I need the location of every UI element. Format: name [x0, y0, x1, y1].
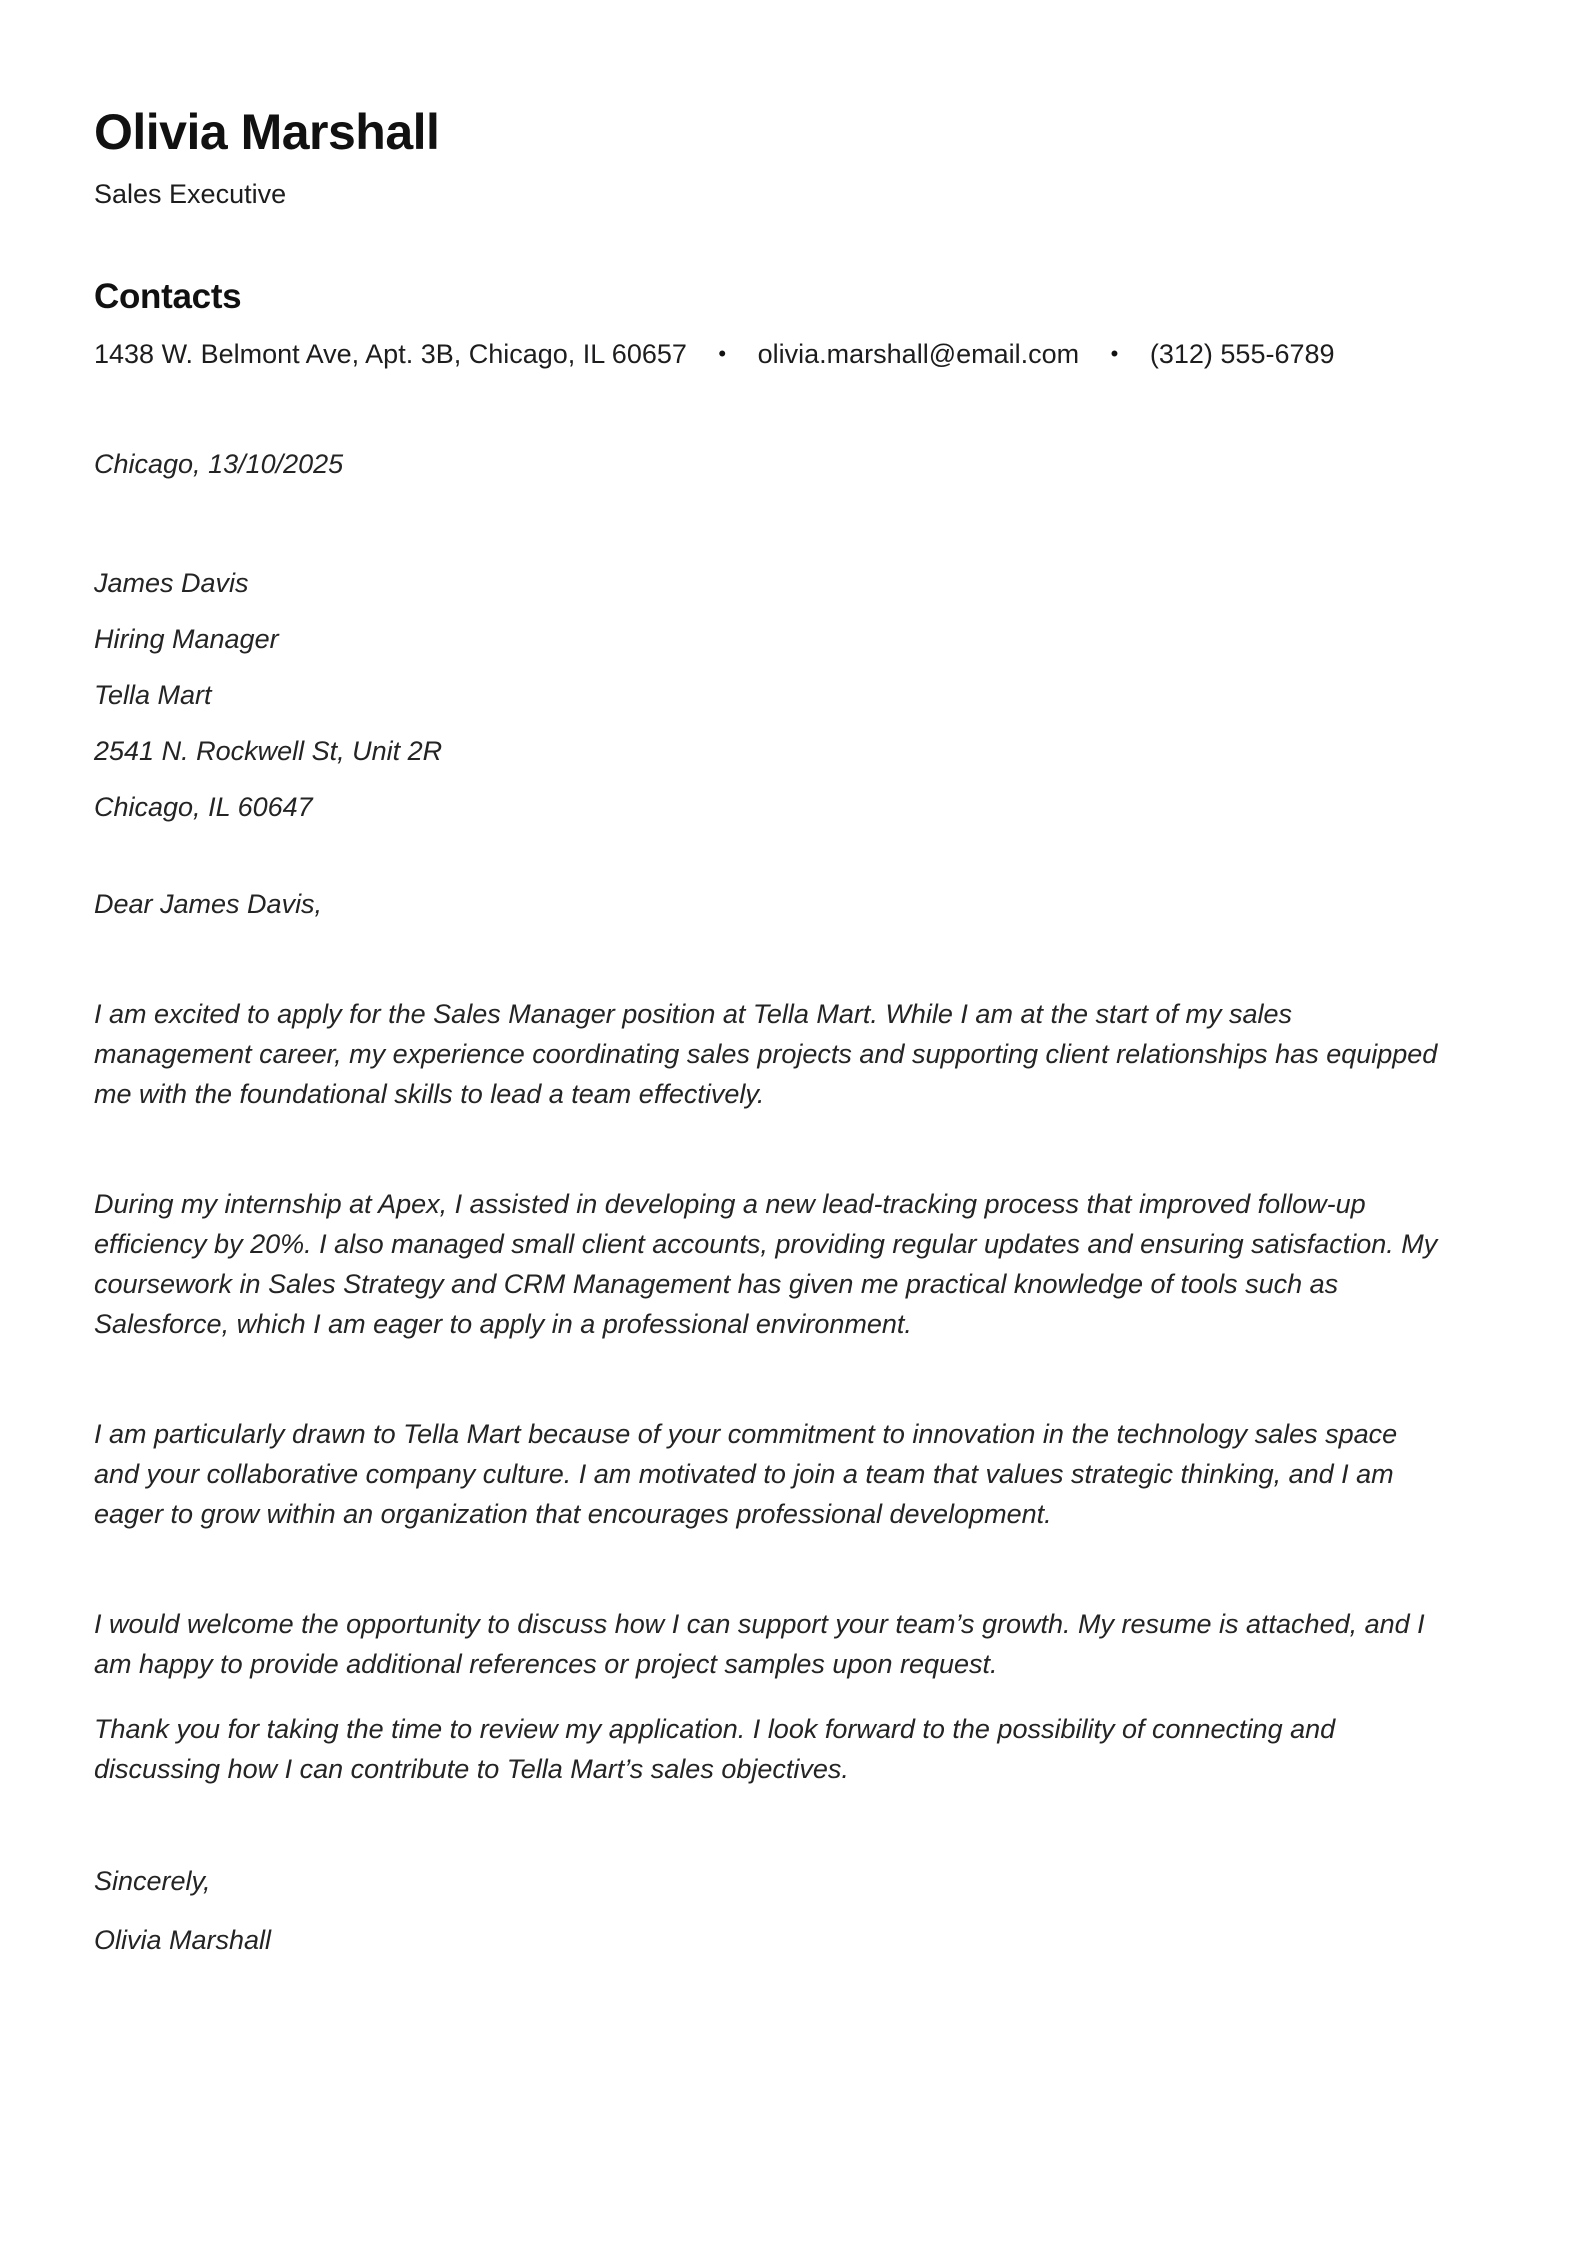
paragraph-intro: I am excited to apply for the Sales Manager position at Tella Mart. While I am at the start of my sales management career, my experience coordinating sales projects and supporting client relationships has equipped me with the foundational skills to lead a team effectively. — [94, 998, 1438, 1109]
recipient-company: Tella Mart — [94, 679, 212, 710]
contact-line — [94, 336, 1438, 374]
applicant-name: Olivia Marshall — [94, 104, 440, 160]
contact-phone: (312) 555-6789 — [1149, 338, 1335, 369]
recipient-block — [94, 563, 1438, 827]
recipient-city: Chicago, IL 60647 — [94, 791, 313, 822]
contact-email: olivia.marshall@email.com — [757, 338, 1080, 369]
closing-line: Sincerely, — [94, 1865, 211, 1896]
contacts-heading: Contacts — [94, 276, 242, 316]
date-line: Chicago, 13/10/2025 — [94, 448, 344, 479]
bullet-separator-icon: • — [1110, 340, 1119, 366]
salutation: Dear James Davis, — [94, 888, 323, 919]
contact-address: 1438 W. Belmont Ave, Apt. 3B, Chicago, IL 60657 — [94, 338, 687, 369]
paragraph-experience: During my internship at Apex, I assisted in developing a new lead-tracking process that improved follow-up efficiency by 20%. I also managed small client accounts, providing regular updates and ensuring satisfaction. My coursework in Sales Strategy and CRM Management has given me practical knowledge of tools such as Salesforce, which I am eager to apply in a professional environment. — [94, 1188, 1438, 1339]
signature-name: Olivia Marshall — [94, 1924, 272, 1955]
paragraph-invitation: I would welcome the opportunity to discuss how I can support your team’s growth. My resume is attached, and I am happy to provide additional references or project samples upon request. — [94, 1608, 1425, 1679]
recipient-role: Hiring Manager — [94, 623, 279, 654]
bullet-separator-icon: • — [718, 340, 727, 366]
recipient-street: 2541 N. Rockwell St, Unit 2R — [94, 735, 443, 766]
recipient-name: James Davis — [94, 567, 249, 598]
paragraph-thanks: Thank you for taking the time to review my application. I look forward to the possibility of connecting and discussing how I can contribute to Tella Mart’s sales objectives. — [94, 1713, 1336, 1784]
applicant-job-title: Sales Executive — [94, 178, 287, 209]
paragraph-motivation: I am particularly drawn to Tella Mart because of your commitment to innovation in the technology sales space and your collaborative company culture. I am motivated to join a team that values strategic thinking, and I am eager to grow within an organization that encourages professional development. — [94, 1418, 1398, 1529]
